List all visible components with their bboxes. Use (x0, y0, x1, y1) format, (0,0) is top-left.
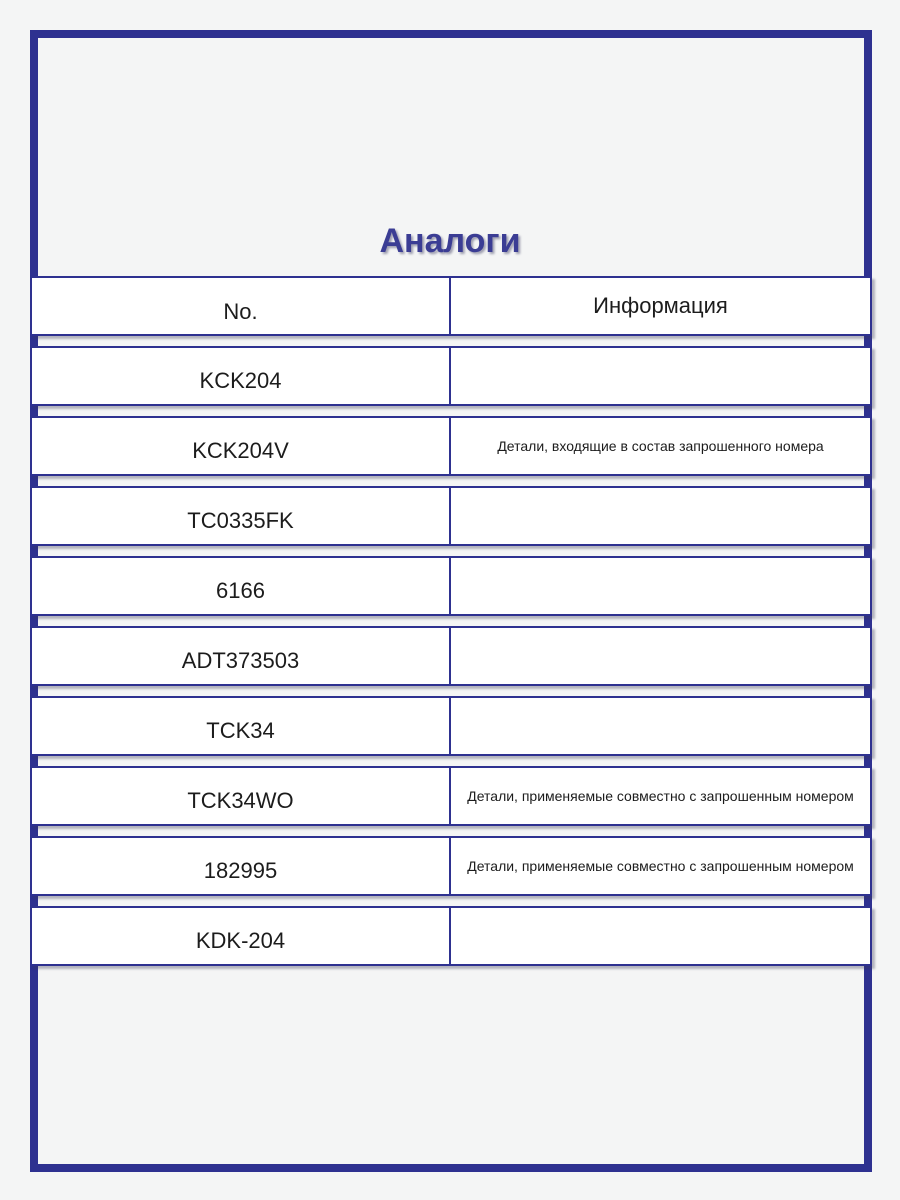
part-number: TC0335FK (32, 488, 451, 544)
part-number: TCK34WO (32, 768, 451, 824)
table-row (30, 766, 872, 826)
part-number: KCK204V (32, 418, 451, 474)
table-row (30, 906, 872, 966)
table-row (30, 836, 872, 896)
part-info (451, 488, 870, 544)
part-info: Детали, входящие в состав запрошенного номера (497, 438, 824, 454)
table-row (30, 626, 872, 686)
table-row (30, 696, 872, 756)
part-number: KCK204 (32, 348, 451, 404)
part-number: 182995 (32, 838, 451, 894)
part-number: ADT373503 (32, 628, 451, 684)
table-row (30, 346, 872, 406)
part-info (451, 348, 870, 404)
table-row (30, 556, 872, 616)
part-number: TCK34 (32, 698, 451, 754)
part-number: KDK-204 (32, 908, 451, 964)
part-info (451, 558, 870, 614)
analogs-table (30, 276, 872, 976)
part-info: Детали, применяемые совместно с запрошенным номером (467, 858, 854, 874)
table-row (30, 416, 872, 476)
header-info: Информация (593, 293, 728, 318)
page-title: Аналоги (379, 222, 521, 260)
part-info (451, 628, 870, 684)
header-no: No. (32, 278, 451, 334)
part-info: Детали, применяемые совместно с запрошенным номером (467, 788, 854, 804)
table-header-row (30, 276, 872, 336)
part-info (451, 908, 870, 964)
part-info (451, 698, 870, 754)
table-row (30, 486, 872, 546)
part-number: 6166 (32, 558, 451, 614)
